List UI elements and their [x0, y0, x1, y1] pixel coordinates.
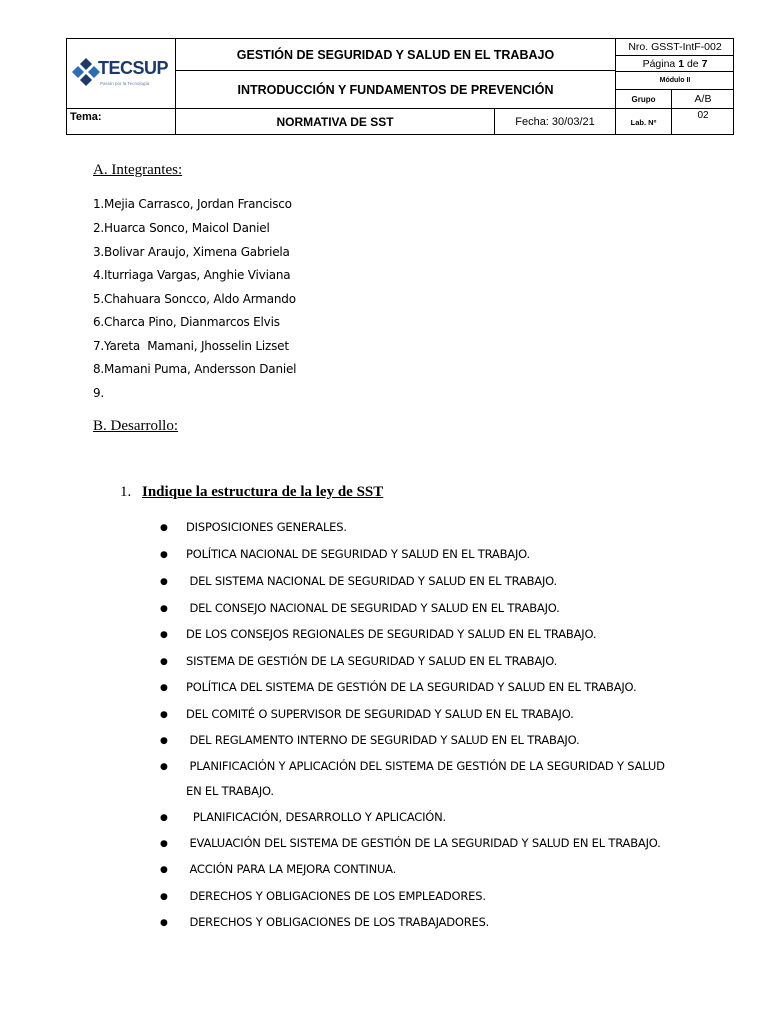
- list-item: [160, 836, 661, 850]
- bullet-icon: ●: [160, 813, 168, 823]
- list-item: [160, 574, 557, 588]
- list-item-continuation: EN EL TRABAJO.: [186, 784, 274, 798]
- bullet-icon: ●: [160, 762, 168, 772]
- bullet-icon: ●: [160, 918, 168, 928]
- list-item: [160, 862, 396, 876]
- date: Fecha: 30/03/21: [515, 116, 595, 128]
- question-text: Indique la estructura de la ley de SST: [142, 484, 384, 500]
- list-item-text: DEL REGLAMENTO INTERNO DE SEGURIDAD Y SALUD EN EL TRABAJO.: [186, 733, 580, 747]
- list-item-text: SISTEMA DE GESTIÓN DE LA SEGURIDAD Y SALUD EN EL TRABAJO.: [186, 654, 558, 668]
- group-value: A/B: [694, 93, 712, 105]
- logo-wordmark: TECSUP: [98, 58, 169, 78]
- lab-value: 02: [697, 110, 709, 121]
- list-item: [160, 759, 665, 773]
- bullet-icon: ●: [160, 630, 168, 640]
- bullet-icon: ●: [160, 736, 168, 746]
- page-number: 1: [678, 57, 685, 70]
- question-number: 1.: [120, 484, 132, 500]
- list-item: 1.Mejia Carrasco, Jordan Francisco: [93, 197, 292, 211]
- bullet-icon: ●: [160, 523, 168, 533]
- list-item-text: ACCIÓN PARA LA MEJORA CONTINUA.: [186, 862, 397, 876]
- list-item: [160, 889, 486, 903]
- lab-label: Lab. Nº: [630, 117, 657, 127]
- tecsup-logo: [70, 52, 175, 92]
- document-code: Nro. GSST-IntF-002: [628, 41, 722, 53]
- list-item: 3.Bolivar Araujo, Ximena Gabriela: [93, 245, 290, 259]
- tema-label: Tema:: [70, 111, 102, 123]
- list-item: [160, 601, 560, 615]
- list-item: 2.Huarca Sonco, Maicol Daniel: [93, 221, 270, 235]
- list-item: [160, 627, 596, 641]
- bullet-icon: ●: [160, 577, 168, 587]
- list-item: 8.Mamani Puma, Andersson Daniel: [93, 362, 297, 376]
- list-item-text: DERECHOS Y OBLIGACIONES DE LOS EMPLEADORES.: [186, 889, 486, 903]
- group-label: Grupo: [631, 94, 656, 104]
- question-1: [120, 484, 383, 501]
- section-a-heading: A. Integrantes:: [93, 162, 183, 178]
- list-item-text: DEL CONSEJO NACIONAL DE SEGURIDAD Y SALUD EN EL TRABAJO.: [186, 601, 560, 615]
- tecsup-emblem-icon: [72, 56, 100, 86]
- bullet-icon: ●: [160, 865, 168, 875]
- list-item: [160, 680, 636, 694]
- list-item: [160, 733, 579, 747]
- list-item: [160, 915, 489, 929]
- list-item-text: DERECHOS Y OBLIGACIONES DE LOS TRABAJADORES.: [186, 915, 490, 929]
- list-item-text: DEL COMITÉ O SUPERVISOR DE SEGURIDAD Y SALUD EN EL TRABAJO.: [186, 707, 574, 721]
- list-item-text: DISPOSICIONES GENERALES.: [186, 520, 347, 534]
- bullet-icon: ●: [160, 892, 168, 902]
- list-item: [160, 707, 574, 721]
- list-item-text: POLÍTICA NACIONAL DE SEGURIDAD Y SALUD EN EL TRABAJO.: [186, 547, 530, 561]
- module-label: Módulo II: [659, 77, 691, 84]
- bullet-icon: ●: [160, 550, 168, 560]
- list-item-text: DE LOS CONSEJOS REGIONALES DE SEGURIDAD Y SALUD EN EL TRABAJO.: [186, 627, 597, 641]
- bullet-icon: ●: [160, 839, 168, 849]
- list-item: [160, 520, 347, 534]
- list-item-text: EVALUACIÓN DEL SISTEMA DE GESTIÓN DE LA SEGURIDAD Y SALUD EN EL TRABAJO.: [186, 836, 661, 850]
- list-item-text: PLANIFICACIÓN, DESARROLLO Y APLICACIÓN.: [186, 810, 447, 824]
- section-b-heading: B. Desarrollo:: [93, 418, 178, 434]
- page-indicator: [616, 56, 734, 71]
- list-item: 9.: [93, 386, 105, 400]
- bullet-icon: ●: [160, 604, 168, 614]
- header-title-2: INTRODUCCIÓN Y FUNDAMENTOS DE PREVENCIÓN: [237, 82, 554, 97]
- topic: NORMATIVA DE SST: [276, 115, 394, 129]
- bullet-icon: ●: [160, 683, 168, 693]
- list-item-text: PLANIFICACIÓN Y APLICACIÓN DEL SISTEMA DE GESTIÓN DE LA SEGURIDAD Y SALUD: [186, 759, 665, 773]
- list-item: [160, 810, 446, 824]
- list-item-text: POLÍTICA DEL SISTEMA DE GESTIÓN DE LA SEGURIDAD Y SALUD EN EL TRABAJO.: [186, 680, 637, 694]
- list-item: [160, 547, 530, 561]
- page-mid: de: [684, 57, 702, 70]
- list-item: 7.Yareta Mamani, Jhosselin Lizset: [93, 339, 289, 353]
- page-total: 7: [701, 57, 708, 70]
- logo-tagline: Pasión por la Tecnología: [100, 81, 150, 86]
- list-item-text: DEL SISTEMA NACIONAL DE SEGURIDAD Y SALUD EN EL TRABAJO.: [186, 574, 558, 588]
- bullet-icon: ●: [160, 657, 168, 667]
- list-item: 5.Chahuara Soncco, Aldo Armando: [93, 292, 296, 306]
- bullet-icon: ●: [160, 710, 168, 720]
- page-prefix: Página: [642, 57, 679, 70]
- list-item: 6.Charca Pino, Dianmarcos Elvis: [93, 315, 280, 329]
- list-item: [160, 654, 557, 668]
- list-item: 4.Iturriaga Vargas, Anghie Viviana: [93, 268, 291, 282]
- header-title-1: GESTIÓN DE SEGURIDAD Y SALUD EN EL TRABAJO: [236, 47, 555, 62]
